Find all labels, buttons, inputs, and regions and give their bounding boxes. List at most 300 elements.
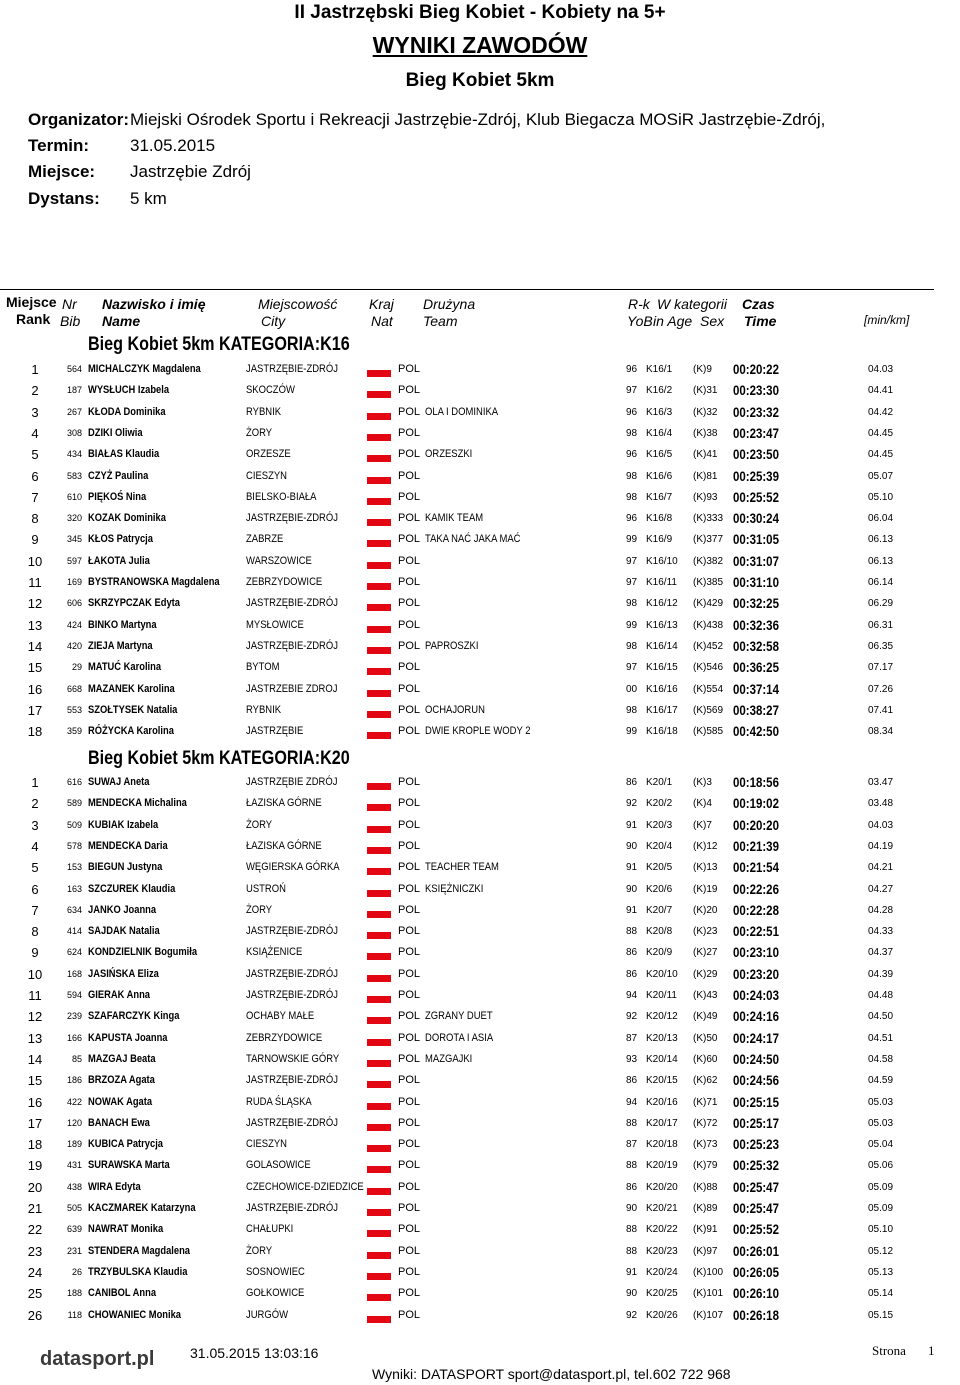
cell-name: SAJDAK Natalia xyxy=(88,925,160,938)
cell-rank: 11 xyxy=(28,575,42,590)
poland-flag-icon xyxy=(367,491,391,505)
cell-rank: 9 xyxy=(31,945,39,961)
cell-time: 00:21:54 xyxy=(733,859,779,876)
cell-team: OLA I DOMINIKA xyxy=(425,405,499,418)
cell-name: BRZOZA Agata xyxy=(88,1074,155,1087)
cell-cat: K20/24 xyxy=(646,1266,678,1278)
cell-sex: (K)333 xyxy=(693,513,724,525)
cell-rank: 2 xyxy=(31,383,39,399)
organizer-label: Organizator: xyxy=(28,110,130,129)
col-miejscowosc: Miejscowość xyxy=(258,296,338,312)
cell-pace: 04.37 xyxy=(868,947,894,959)
cell-nat: POL xyxy=(398,661,421,674)
cell-rank: 21 xyxy=(27,1201,43,1216)
cell-cat: K20/13 xyxy=(646,1032,678,1044)
result-row xyxy=(0,1155,960,1176)
cell-name: RÓŻYCKA Karolina xyxy=(88,725,174,738)
cell-name: KACZMAREK Katarzyna xyxy=(88,1202,196,1214)
poland-flag-icon xyxy=(367,840,391,854)
cell-rank: 5 xyxy=(31,447,39,463)
cell-time: 00:19:02 xyxy=(733,795,779,812)
cell-nat: POL xyxy=(398,925,421,938)
cell-city: BYTOM xyxy=(246,661,280,674)
cell-nat: POL xyxy=(398,597,421,610)
cell-bib: 420 xyxy=(66,640,82,651)
cell-sex: (K)72 xyxy=(693,1117,718,1129)
result-row xyxy=(0,964,960,985)
cell-time: 00:18:56 xyxy=(733,774,779,790)
cell-time: 00:23:50 xyxy=(733,446,779,463)
results-heading: WYNIKI ZAWODÓW xyxy=(372,32,588,58)
cell-name: KŁODA Dominika xyxy=(88,405,166,418)
cell-yob: 99 xyxy=(626,619,638,631)
cell-time: 00:26:18 xyxy=(733,1306,779,1323)
cell-city: KSIĄŻENICE xyxy=(246,946,303,959)
cell-rank: 6 xyxy=(31,468,39,484)
cell-sex: (K)9 xyxy=(693,364,712,375)
cell-name: KŁOS Patrycja xyxy=(88,533,153,546)
cell-bib: 424 xyxy=(66,619,82,630)
cell-rank: 7 xyxy=(31,489,39,505)
cell-cat: K20/10 xyxy=(646,968,678,980)
result-row xyxy=(0,508,960,529)
cell-time: 00:31:05 xyxy=(733,531,779,548)
col-bib: Bib xyxy=(60,313,81,329)
cell-pace: 04.51 xyxy=(868,1032,894,1044)
cell-nat: POL xyxy=(398,797,421,810)
poland-flag-icon xyxy=(367,819,391,833)
cell-bib: 359 xyxy=(66,726,82,737)
cell-bib: 431 xyxy=(66,1160,82,1171)
cell-sex: (K)4 xyxy=(693,798,712,810)
cell-pace: 05.06 xyxy=(868,1160,894,1172)
cell-team: KAMIK TEAM xyxy=(425,512,484,525)
cell-city: CHAŁUPKI xyxy=(246,1223,294,1236)
cell-city: TARNOWSKIE GÓRY xyxy=(246,1052,340,1065)
cell-bib: 564 xyxy=(66,364,82,374)
cell-bib: 639 xyxy=(66,1224,82,1235)
cell-rank: 7 xyxy=(31,902,39,918)
cell-cat: K20/21 xyxy=(646,1203,678,1214)
cell-name: SUWAJ Aneta xyxy=(88,776,150,788)
cell-pace: 03.48 xyxy=(868,798,894,810)
cell-bib: 434 xyxy=(66,449,82,460)
cell-sex: (K)107 xyxy=(693,1309,724,1321)
cell-cat: K20/4 xyxy=(646,840,673,852)
cell-bib: 578 xyxy=(66,840,82,851)
cell-cat: K20/14 xyxy=(646,1053,678,1065)
poland-flag-icon xyxy=(367,1053,391,1067)
cell-sex: (K)60 xyxy=(693,1053,718,1065)
cell-pace: 04.03 xyxy=(868,819,894,831)
cell-sex: (K)41 xyxy=(693,449,718,461)
cell-nat: POL xyxy=(398,903,421,916)
col-nr: Nr xyxy=(62,296,77,312)
cell-time: 00:30:24 xyxy=(733,510,779,527)
cell-bib: 414 xyxy=(66,926,82,937)
cell-cat: K20/1 xyxy=(646,777,673,788)
col-yob: YoB xyxy=(627,313,653,329)
cell-pace: 04.28 xyxy=(868,904,894,916)
cell-city: JASTRZEBIE ZDROJ xyxy=(246,682,338,695)
cell-yob: 88 xyxy=(626,926,638,938)
cell-yob: 90 xyxy=(626,1203,638,1214)
cell-yob: 88 xyxy=(626,1224,638,1236)
cell-yob: 97 xyxy=(626,385,638,397)
col-name: Name xyxy=(102,313,141,329)
cell-nat: POL xyxy=(398,989,421,1001)
place-label: Miejsce: xyxy=(28,162,96,181)
cell-sex: (K)71 xyxy=(693,1096,718,1108)
cell-bib: 26 xyxy=(71,1266,82,1277)
cell-name: JASIŃSKA Eliza xyxy=(88,967,159,980)
cell-nat: POL xyxy=(398,576,421,588)
poland-flag-icon xyxy=(367,1117,391,1131)
cell-nat: POL xyxy=(398,1074,421,1087)
cell-yob: 88 xyxy=(626,1160,638,1172)
cell-pace: 06.04 xyxy=(868,513,894,525)
cell-bib: 166 xyxy=(66,1032,82,1043)
result-row xyxy=(0,380,960,401)
cell-rank: 18 xyxy=(27,1137,43,1153)
cell-nat: POL xyxy=(398,512,421,525)
poland-flag-icon xyxy=(367,925,391,939)
cell-sex: (K)43 xyxy=(693,990,718,1001)
cell-rank: 20 xyxy=(27,1179,43,1195)
cell-rank: 1 xyxy=(31,775,39,790)
result-row xyxy=(0,487,960,508)
cell-nat: POL xyxy=(398,490,421,503)
cell-time: 00:23:30 xyxy=(733,382,779,399)
cell-time: 00:31:07 xyxy=(733,552,779,569)
cell-time: 00:42:50 xyxy=(733,723,779,740)
cell-nat: POL xyxy=(398,1265,421,1278)
cell-yob: 87 xyxy=(626,1139,638,1151)
poland-flag-icon xyxy=(367,448,391,462)
category-heading: Bieg Kobiet 5km KATEGORIA:K16 xyxy=(88,334,350,355)
cell-city: ZEBRZYDOWICE xyxy=(246,1031,323,1044)
cell-nat: POL xyxy=(398,1031,421,1044)
cell-sex: (K)32 xyxy=(693,406,718,418)
cell-pace: 04.21 xyxy=(868,862,894,874)
cell-cat: K20/26 xyxy=(646,1309,678,1321)
cell-time: 00:24:17 xyxy=(733,1029,779,1046)
cell-name: SZCZUREK Klaudia xyxy=(88,882,176,895)
cell-time: 00:25:17 xyxy=(733,1114,779,1131)
cell-city: RUDA ŚLĄSKA xyxy=(246,1095,312,1108)
date-label: Termin: xyxy=(28,136,90,155)
cell-cat: K16/18 xyxy=(646,726,678,738)
col-miejsce: Miejsce xyxy=(6,294,57,310)
cell-nat: POL xyxy=(398,839,421,852)
cell-team: TAKA NAĆ JAKA MAĆ xyxy=(425,533,521,546)
poland-flag-icon xyxy=(367,989,391,1003)
cell-cat: K16/6 xyxy=(646,470,673,482)
result-row xyxy=(0,657,960,678)
cell-pace: 05.10 xyxy=(868,1224,894,1236)
cell-time: 00:32:25 xyxy=(733,595,779,612)
cell-bib: 634 xyxy=(66,904,82,915)
cell-team: ORZESZKI xyxy=(425,448,473,461)
cell-nat: POL xyxy=(398,1138,421,1151)
poland-flag-icon xyxy=(367,704,391,718)
cell-name: SURAWSKA Marta xyxy=(88,1159,170,1172)
poland-flag-icon xyxy=(367,946,391,960)
poland-flag-icon xyxy=(367,968,391,982)
cell-yob: 96 xyxy=(626,364,638,375)
col-rank: Rank xyxy=(16,311,51,327)
cell-yob: 97 xyxy=(626,577,638,588)
cell-nat: POL xyxy=(398,1308,421,1321)
poland-flag-icon xyxy=(367,1266,391,1280)
result-row xyxy=(0,1262,960,1283)
cell-time: 00:24:16 xyxy=(733,1008,779,1025)
result-row xyxy=(0,921,960,942)
cell-sex: (K)73 xyxy=(693,1139,718,1151)
cell-nat: POL xyxy=(398,533,421,546)
poland-flag-icon xyxy=(367,1074,391,1088)
cell-pace: 06.13 xyxy=(868,555,894,567)
cell-yob: 97 xyxy=(626,555,638,567)
cell-sex: (K)97 xyxy=(693,1245,718,1257)
cell-rank: 6 xyxy=(31,881,39,897)
cell-pace: 05.09 xyxy=(868,1181,894,1193)
cell-time: 00:37:14 xyxy=(733,680,779,697)
cell-name: KOZAK Dominika xyxy=(88,512,166,525)
result-row xyxy=(0,423,960,444)
cell-cat: K20/11 xyxy=(646,990,677,1001)
cell-nat: POL xyxy=(398,1223,421,1236)
cell-bib: 153 xyxy=(66,862,82,873)
cell-bib: 308 xyxy=(66,427,82,438)
result-row xyxy=(0,1006,960,1027)
cell-name: KUBICA Patrycja xyxy=(88,1138,163,1151)
cell-pace: 05.09 xyxy=(868,1203,894,1214)
cell-sex: (K)385 xyxy=(693,577,724,588)
result-row xyxy=(0,985,960,1006)
cell-sex: (K)101 xyxy=(693,1288,724,1300)
cell-bib: 438 xyxy=(66,1181,82,1192)
cell-name: NOWAK Agata xyxy=(88,1095,153,1108)
cell-cat: K16/11 xyxy=(646,577,677,588)
cell-time: 00:24:03 xyxy=(733,987,779,1003)
cell-yob: 00 xyxy=(626,683,638,695)
poland-flag-icon xyxy=(367,470,391,484)
cell-sex: (K)452 xyxy=(693,640,724,652)
cell-pace: 05.14 xyxy=(868,1288,894,1300)
cell-cat: K16/13 xyxy=(646,619,678,631)
poland-flag-icon xyxy=(367,576,391,590)
cell-time: 00:20:20 xyxy=(733,816,779,833)
cell-name: STENDERA Magdalena xyxy=(88,1244,191,1257)
cell-name: MENDECKA Daria xyxy=(88,839,168,852)
cell-yob: 96 xyxy=(626,406,638,418)
cell-city: ZEBRZYDOWICE xyxy=(246,576,323,588)
cell-yob: 98 xyxy=(626,491,638,503)
col-wkategorii: W kategorii xyxy=(657,296,728,312)
page-number: 1 xyxy=(928,1343,935,1358)
cell-bib: 610 xyxy=(66,491,82,502)
result-row xyxy=(0,1177,960,1198)
cell-cat: K20/5 xyxy=(646,862,673,874)
cell-name: BIAŁAS Klaudia xyxy=(88,448,160,461)
cell-pace: 05.04 xyxy=(868,1139,894,1151)
cell-city: JASTRZĘBIE-ZDRÓJ xyxy=(246,1074,338,1087)
cell-nat: POL xyxy=(398,682,421,695)
cell-rank: 2 xyxy=(31,796,39,812)
cell-time: 00:25:15 xyxy=(733,1093,779,1110)
cell-name: KUBIAK Izabela xyxy=(88,818,159,831)
cell-bib: 186 xyxy=(66,1075,82,1086)
cell-city: CIESZYN xyxy=(246,469,288,482)
cell-sex: (K)81 xyxy=(693,470,718,482)
poland-flag-icon xyxy=(367,1010,391,1024)
cell-yob: 98 xyxy=(626,704,638,716)
cell-team: PAPROSZKI xyxy=(425,639,479,652)
cell-rank: 12 xyxy=(27,596,43,612)
cell-rank: 9 xyxy=(31,532,39,548)
cell-yob: 90 xyxy=(626,883,638,895)
cell-bib: 120 xyxy=(66,1117,82,1128)
cell-city: JASTRZĘBIE-ZDRÓJ xyxy=(246,363,338,375)
cell-cat: K20/17 xyxy=(646,1117,678,1129)
poland-flag-icon xyxy=(367,1287,391,1301)
poland-flag-icon xyxy=(367,1159,391,1173)
cell-cat: K16/9 xyxy=(646,534,673,546)
cell-bib: 85 xyxy=(71,1053,82,1064)
cell-yob: 96 xyxy=(626,449,638,461)
cell-nat: POL xyxy=(398,1116,421,1129)
result-row xyxy=(0,466,960,487)
cell-city: JASTRZĘBIE xyxy=(246,725,304,738)
cell-name: JANKO Joanna xyxy=(88,903,157,916)
cell-city: ZABRZE xyxy=(246,533,284,546)
cell-sex: (K)438 xyxy=(693,619,724,631)
cell-sex: (K)546 xyxy=(693,662,724,674)
result-row xyxy=(0,572,960,593)
cell-team: OCHAJORUN xyxy=(425,703,485,716)
cell-bib: 163 xyxy=(66,883,82,894)
result-row xyxy=(0,551,960,572)
cell-time: 00:25:52 xyxy=(733,1221,779,1238)
race-name: Bieg Kobiet 5km xyxy=(405,70,555,91)
cell-name: DZIKI Oliwia xyxy=(88,426,143,439)
cell-rank: 11 xyxy=(28,988,42,1003)
cell-cat: K20/23 xyxy=(646,1245,678,1257)
cell-cat: K16/12 xyxy=(646,598,678,610)
cell-time: 00:38:27 xyxy=(733,701,779,718)
cell-bib: 594 xyxy=(66,990,82,1000)
cell-bib: 267 xyxy=(66,406,82,417)
cell-bib: 597 xyxy=(66,555,82,566)
cell-time: 00:25:39 xyxy=(733,467,779,484)
cell-rank: 3 xyxy=(31,404,39,420)
cell-nat: POL xyxy=(398,1010,421,1023)
poland-flag-icon xyxy=(367,1202,391,1216)
cell-time: 00:24:50 xyxy=(733,1050,779,1067)
cell-yob: 97 xyxy=(626,662,638,674)
cell-pace: 06.13 xyxy=(868,534,894,546)
poland-flag-icon xyxy=(367,597,391,611)
cell-yob: 91 xyxy=(626,1266,638,1278)
cell-cat: K20/16 xyxy=(646,1096,678,1108)
cell-bib: 345 xyxy=(66,534,82,545)
cell-cat: K20/25 xyxy=(646,1288,678,1300)
organizer-value: Miejski Ośrodek Sportu i Rekreacji Jastrzębie-Zdrój, Klub Biegacza MOSiR Jastrzębie-Zdrój, xyxy=(130,110,826,129)
cell-city: JASTRZĘBIE-ZDRÓJ xyxy=(246,639,338,652)
cell-yob: 88 xyxy=(626,1117,638,1129)
cell-sex: (K)20 xyxy=(693,904,718,916)
cell-pace: 05.03 xyxy=(868,1117,894,1129)
cell-team: KSIĘŻNICZKI xyxy=(425,882,484,895)
cell-sex: (K)38 xyxy=(693,427,718,439)
cell-pace: 04.45 xyxy=(868,427,894,439)
cell-name: CANIBOL Anna xyxy=(88,1287,157,1300)
cell-yob: 90 xyxy=(626,840,638,852)
cell-name: WYSŁUCH Izabela xyxy=(88,384,170,397)
cell-yob: 98 xyxy=(626,598,638,610)
cell-time: 00:26:10 xyxy=(733,1285,779,1302)
cell-name: BANACH Ewa xyxy=(88,1116,150,1129)
poland-flag-icon xyxy=(367,1245,391,1259)
cell-bib: 606 xyxy=(66,598,82,609)
cell-cat: K20/3 xyxy=(646,819,673,831)
cell-name: WIRA Edyta xyxy=(88,1180,141,1193)
cell-pace: 04.50 xyxy=(868,1011,894,1023)
cell-nat: POL xyxy=(398,1287,421,1300)
result-row xyxy=(0,793,960,814)
result-row xyxy=(0,1092,960,1113)
cell-cat: K20/9 xyxy=(646,947,673,959)
poland-flag-icon xyxy=(367,725,391,739)
cell-yob: 96 xyxy=(626,513,638,525)
poland-flag-icon xyxy=(367,883,391,897)
cell-time: 00:24:56 xyxy=(733,1072,779,1089)
poland-flag-icon xyxy=(367,384,391,398)
cell-yob: 92 xyxy=(626,798,638,810)
cell-rank: 17 xyxy=(27,1115,43,1131)
col-nazwisko: Nazwisko i imię xyxy=(102,296,206,312)
cell-pace: 05.12 xyxy=(868,1245,894,1257)
cell-pace: 04.59 xyxy=(868,1075,894,1087)
cell-sex: (K)12 xyxy=(693,840,718,852)
cell-sex: (K)3 xyxy=(693,777,712,788)
cell-city: JASTRZĘBIE-ZDRÓJ xyxy=(246,1116,338,1129)
contact-info: Wyniki: DATASPORT sport@datasport.pl, tel.602 722 968 xyxy=(372,1366,731,1382)
col-rk: R-k xyxy=(628,296,650,312)
result-row xyxy=(0,529,960,550)
cell-nat: POL xyxy=(398,384,421,397)
cell-cat: K16/14 xyxy=(646,640,678,652)
result-row xyxy=(0,1219,960,1240)
cell-rank: 19 xyxy=(27,1158,43,1174)
cell-rank: 23 xyxy=(27,1243,43,1259)
cell-pace: 06.31 xyxy=(868,619,894,631)
cell-city: WĘGIERSKA GÓRKA xyxy=(246,861,340,874)
cell-nat: POL xyxy=(398,861,421,874)
cell-sex: (K)554 xyxy=(693,683,724,695)
poland-flag-icon xyxy=(367,1032,391,1046)
cell-bib: 188 xyxy=(66,1288,82,1299)
cell-rank: 8 xyxy=(31,924,39,940)
result-row xyxy=(0,772,960,793)
cell-team: MAZGAJKI xyxy=(425,1052,473,1065)
cell-time: 00:23:20 xyxy=(733,965,779,982)
result-row xyxy=(0,615,960,636)
cell-name: BIEGUN Justyna xyxy=(88,861,163,874)
cell-name: CHOWANIEC Monika xyxy=(88,1308,181,1321)
cell-sex: (K)585 xyxy=(693,726,724,738)
